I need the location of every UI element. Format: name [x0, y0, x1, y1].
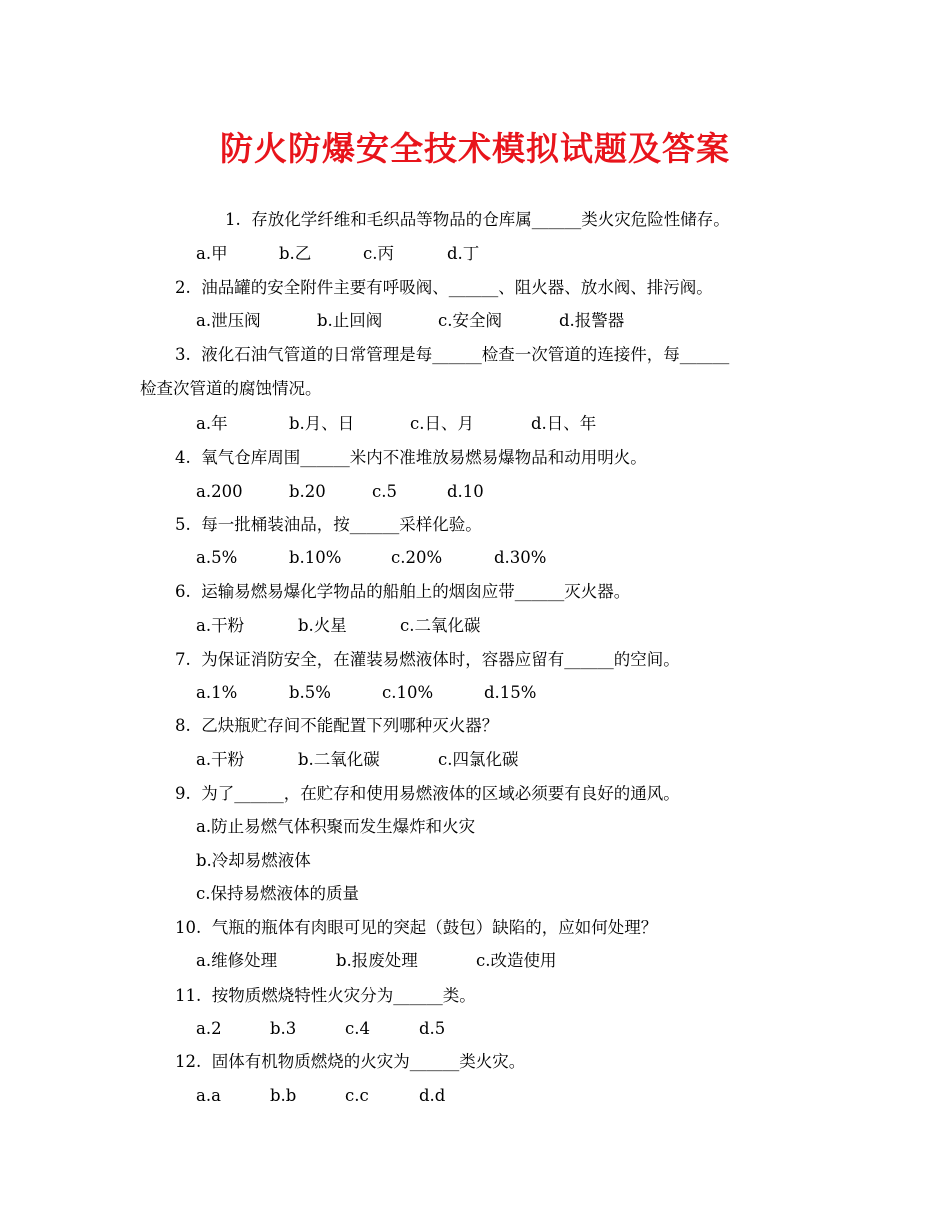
- question-text: 9. 为了______，在贮存和使用易燃液体的区域必须要有良好的通风。: [175, 784, 680, 803]
- option: a.甲: [196, 244, 228, 263]
- option: b.止回阀: [317, 311, 383, 330]
- option: d.d: [419, 1086, 446, 1105]
- question-text: 7. 为保证消防安全，在灌装易燃液体时，容器应留有______的空间。: [175, 650, 680, 669]
- option: d.丁: [447, 244, 480, 263]
- question-text-continuation: 检查次管道的腐蚀情况。: [140, 379, 322, 398]
- option: c.安全阀: [438, 311, 502, 330]
- option: a.维修处理: [196, 951, 278, 970]
- option: b.20: [289, 482, 326, 501]
- option: a.a: [196, 1086, 221, 1105]
- option: a.2: [196, 1019, 222, 1038]
- option: b.报废处理: [336, 951, 418, 970]
- question-text: 1. 存放化学纤维和毛织品等物品的仓库属______类火灾危险性储存。: [225, 210, 730, 229]
- option: a.干粉: [196, 750, 245, 769]
- option: b.b: [270, 1086, 297, 1105]
- option: d.15%: [484, 683, 537, 702]
- option: a.干粉: [196, 616, 245, 635]
- question-text: 11. 按物质燃烧特性火灾分为______类。: [175, 986, 476, 1005]
- option: b.10%: [289, 548, 342, 567]
- option: a.泄压阀: [196, 311, 261, 330]
- option: a.1%: [196, 683, 238, 702]
- option: b.二氧化碳: [298, 750, 380, 769]
- option: c.5: [372, 482, 397, 501]
- question-text: 4. 氧气仓库周围______米内不准堆放易燃易爆物品和动用明火。: [175, 448, 647, 467]
- option: b.月、日: [289, 414, 355, 433]
- option-stacked: a.防止易燃气体积聚而发生爆炸和火灾: [196, 817, 476, 836]
- option: d.10: [447, 482, 484, 501]
- question-text: 8. 乙炔瓶贮存间不能配置下列哪种灭火器？: [175, 716, 499, 735]
- option: b.3: [270, 1019, 297, 1038]
- option: d.报警器: [559, 311, 625, 330]
- option: c.日、月: [410, 414, 474, 433]
- option: c.丙: [363, 244, 394, 263]
- option: d.日、年: [531, 414, 597, 433]
- option: c.改造使用: [476, 951, 557, 970]
- question-text: 2. 油品罐的安全附件主要有呼吸阀、______、阻火器、放水阀、排污阀。: [175, 278, 713, 297]
- question-text: 10. 气瓶的瓶体有肉眼可见的突起（鼓包）缺陷的，应如何处理？: [175, 918, 658, 937]
- option: c.10%: [382, 683, 434, 702]
- option: b.火星: [298, 616, 347, 635]
- option: b.乙: [279, 244, 312, 263]
- option-stacked: c.保持易燃液体的质量: [196, 884, 359, 903]
- question-text: 12. 固体有机物质燃烧的火灾为______类火灾。: [175, 1052, 526, 1071]
- option: d.5: [419, 1019, 446, 1038]
- option-row: [196, 1085, 446, 1217]
- option: c.4: [345, 1019, 370, 1038]
- option: c.c: [345, 1086, 369, 1105]
- option: c.四氯化碳: [438, 750, 519, 769]
- option: a.5%: [196, 548, 238, 567]
- question-text: 6. 运输易燃易爆化学物品的船舶上的烟囱应带______灭火器。: [175, 582, 631, 601]
- document-title: 防火防爆安全技术模拟试题及答案: [220, 129, 730, 168]
- option-stacked: b.冷却易燃液体: [196, 851, 311, 870]
- option: d.30%: [494, 548, 547, 567]
- option: a.年: [196, 414, 228, 433]
- question-text: 3. 液化石油气管道的日常管理是每______检查一次管道的连接件，每______: [175, 345, 730, 364]
- option: a.200: [196, 482, 243, 501]
- option: c.二氧化碳: [400, 616, 481, 635]
- option: b.5%: [289, 683, 331, 702]
- option: c.20%: [391, 548, 443, 567]
- question-text: 5. 每一批桶装油品，按______采样化验。: [175, 515, 482, 534]
